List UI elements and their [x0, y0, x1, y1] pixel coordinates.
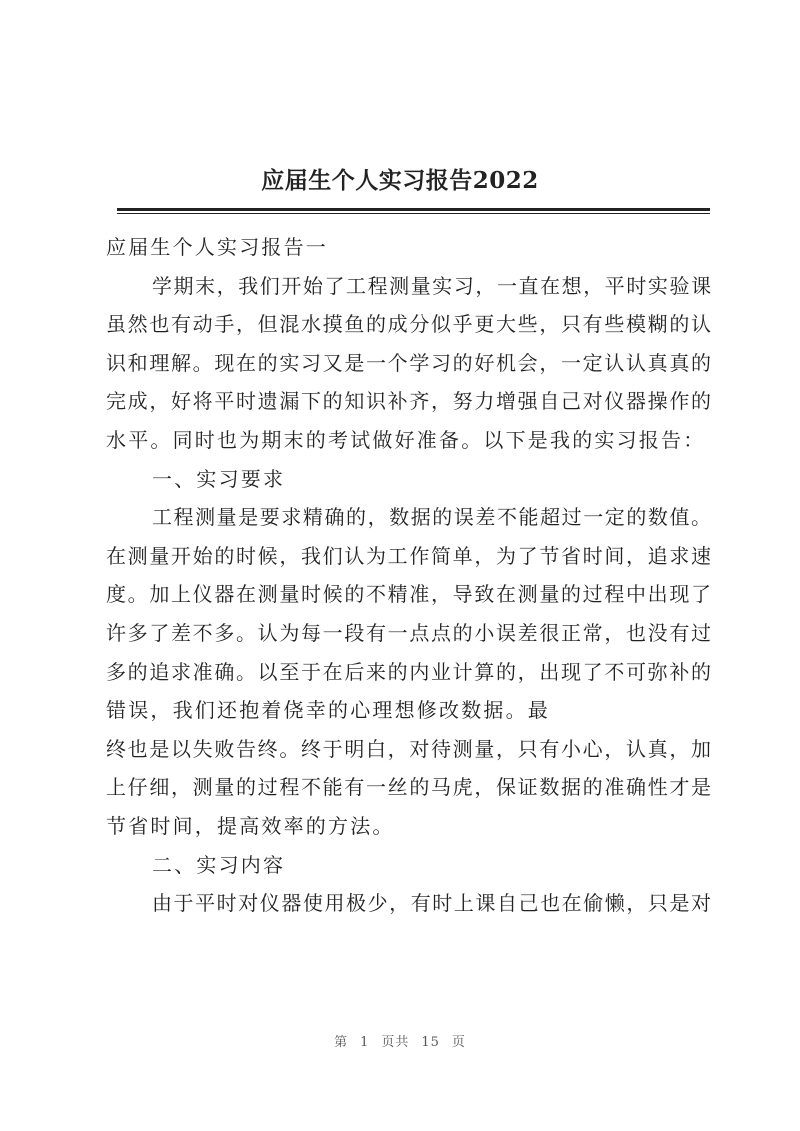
section-heading: 应届生个人实习报告一 — [106, 235, 328, 259]
paragraph-line: 度。加上仪器在测量时候的不精准，导致在测量的过程中出现了 — [106, 582, 711, 607]
footer-total-pages: 15 — [421, 1035, 440, 1050]
paragraph-line: 工程测量是要求精确的，数据的误差不能超过一定的数值。 — [152, 505, 711, 530]
paragraph-line: 虽然也有动手，但混水摸鱼的成分似乎更大些，只有些模糊的认 — [106, 312, 711, 337]
subheading: 二、实习内容 — [152, 852, 286, 877]
footer-prefix: 第 — [334, 1035, 349, 1050]
paragraph-line: 错误，我们还抱着侥幸的心理想修改数据。最 — [106, 698, 550, 723]
page-footer — [0, 1031, 800, 1050]
paragraph-line: 许多了差不多。认为每一段有一点点的小误差很正常，也没有过 — [106, 620, 711, 645]
footer-page-number: 1 — [360, 1035, 370, 1050]
paragraph-line: 完成，好将平时遗漏下的知识补齐，努力增强自己对仪器操作的 — [106, 389, 711, 414]
title-rule-thick — [117, 208, 710, 211]
document-title: 应届生个人实习报告2022 — [261, 167, 539, 194]
subheading: 一、实习要求 — [152, 466, 286, 491]
paragraph-line: 识和理解。现在的实习又是一个学习的好机会，一定认认真真的 — [106, 350, 711, 375]
paragraph-line: 多的追求准确。以至于在后来的内业计算的，出现了不可弥补的 — [106, 659, 711, 684]
paragraph-line: 在测量开始的时候，我们认为工作简单，为了节省时间，追求速 — [106, 543, 711, 568]
paragraph-line: 学期末，我们开始了工程测量实习，一直在想，平时实验课 — [152, 273, 711, 298]
paragraph-line: 上仔细，测量的过程不能有一丝的马虎，保证数据的准确性才是 — [106, 775, 711, 800]
footer-suffix: 页 — [451, 1035, 466, 1050]
document-body — [106, 228, 711, 923]
footer-mid: 页共 — [381, 1035, 410, 1050]
paragraph-line: 节省时间，提高效率的方法。 — [106, 813, 395, 838]
paragraph-line: 水平。同时也为期末的考试做好准备。以下是我的实习报告： — [106, 427, 706, 452]
paragraph-line: 由于平时对仪器使用极少，有时上课自己也在偷懒，只是对 — [152, 891, 711, 916]
paragraph-line: 终也是以失败告终。终于明白，对待测量，只有小心，认真，加 — [106, 736, 711, 761]
title-rule-thin — [117, 213, 710, 214]
